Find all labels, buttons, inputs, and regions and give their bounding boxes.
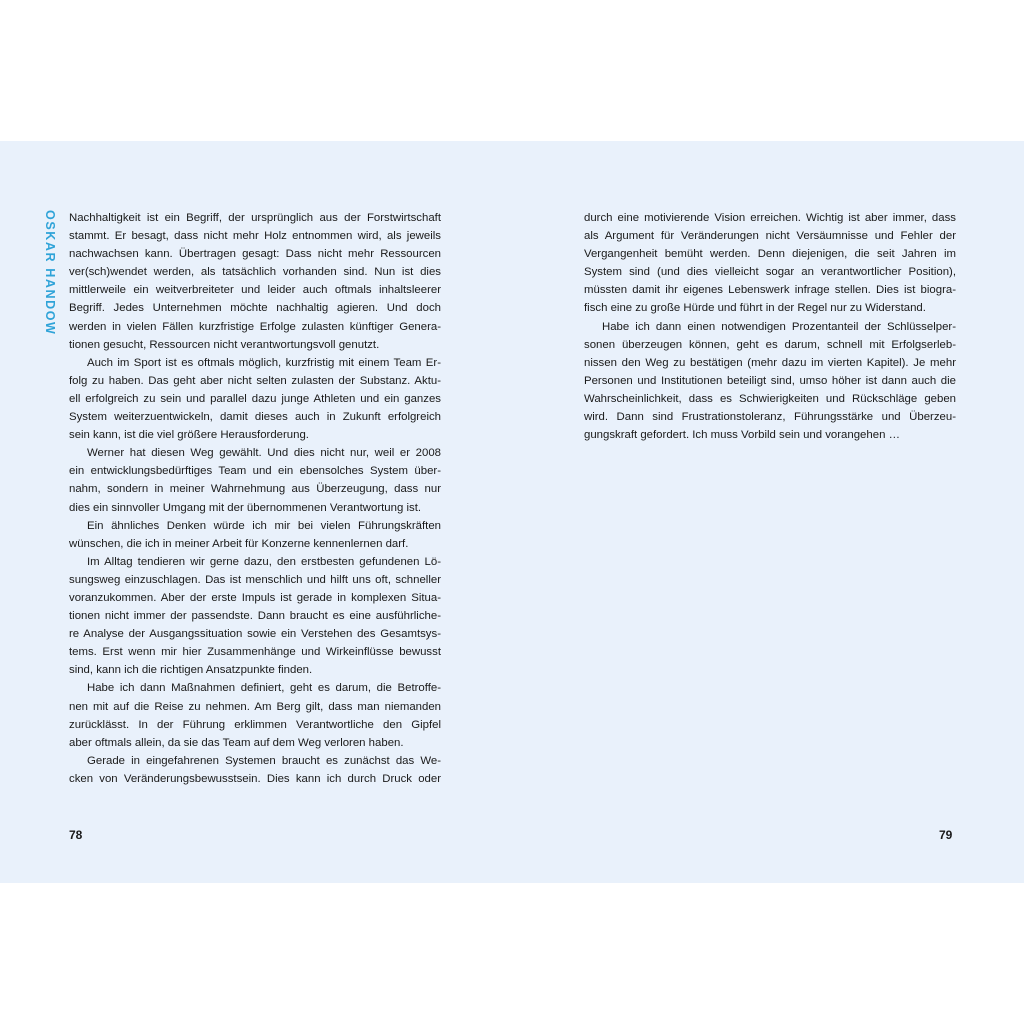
left-page-number: 78 [69,828,83,842]
text-line: durch eine motivierende Vision erreichen. Wichtig ist aber immer, dass [584,212,956,224]
text-line: fisch eine zu große Hürde und führt in der Regel nur zu Widerstand. [584,302,926,315]
text-line: Wahrscheinlichkeit, dass es Schwierigkeiten und Rückschläge geben [584,392,956,405]
text-line: sein kann, ist die viel größere Herausforderung. [69,429,309,442]
text-line: nissen den Weg zu bestätigen (mehr dazu im vierten Kapitel). Je mehr [584,356,956,369]
text-line: Gerade in eingefahrenen Systemen braucht es zunächst das We- [87,754,441,767]
running-head-author: OSKAR HANDOW [43,210,57,336]
text-line: Vergangenheit bemüht werden. Denn diejenigen, die seit Jahren im [584,248,956,261]
left-page [0,141,512,883]
text-line: wünschen, die ich in meiner Arbeit für Konzerne kennenlernen darf. [69,537,409,550]
text-line: Begriff. Jedes Unternehmen möchte nachhaltig agieren. Und doch [69,302,441,315]
text-line: tems. Erst wenn mir hier Zusammenhänge und Wirkeinflüsse bewusst [69,646,441,659]
text-line: aber oftmals allein, da sie das Team auf dem Weg verloren haben. [69,736,404,749]
text-line: voranzukommen. Aber der erste Impuls ist gerade in komplexen Situa- [69,591,441,604]
left-page-body-text [69,209,441,788]
text-line: ell erfolgreich zu sein und parallel dazu junge Athleten und ein ganzes [69,392,441,405]
text-line: cken von Veränderungsbewusstsein. Dies kann ich durch Druck oder [69,772,441,785]
text-line: müssten damit ihr eigenes Lebenswerk infrage stellen. Dies ist biogra- [584,284,956,297]
text-line: Habe ich dann einen notwendigen Prozentanteil der Schlüsselper- [602,320,956,333]
text-line: Auch im Sport ist es oftmals möglich, kurzfristig mit einem Team Er- [87,356,441,369]
text-line: System sind (und dies vielleicht sogar an verantwortlicher Position), [584,266,956,279]
text-line: Personen und Institutionen beteiligt sind, umso höher ist dann auch die [584,374,956,387]
text-line: Ein ähnliches Denken würde ich mir bei vielen Führungskräften [87,519,441,532]
text-line: stammt. Er besagt, dass nicht mehr Holz entnommen wird, als jeweils [69,230,441,243]
text-line: Werner hat diesen Weg gewählt. Und dies nicht nur, weil er 2008 [87,447,441,460]
right-page-body-text [584,209,956,444]
text-line: nachwachsen kann. Übertragen gesagt: Dass nicht mehr Ressourcen [69,248,441,261]
text-line: folg zu haben. Das geht aber nicht selten zulasten der Substanz. Aktu- [69,374,441,387]
text-line: werden in vielen Fällen kurzfristige Erfolge zulasten künftiger Genera- [69,320,441,333]
text-line: Nachhaltigkeit ist ein Begriff, der ursprünglich aus der Forstwirtschaft [69,212,441,224]
text-line: wird. Dann sind Frustrationstoleranz, Führungsstärke und Überzeu- [584,411,956,424]
text-line: sonen überzeugen können, geht es darum, schnell mit Erfolgserleb- [584,338,956,351]
text-line: mittlerweile ein weitverbreiteter und leider auch oftmals inhaltsleerer [69,284,441,297]
text-line: tionen gesucht, Ressourcen nicht verantwortungsvoll genutzt. [69,338,380,351]
text-line: gungskraft gefordert. Ich muss Vorbild sein und vorangehen … [584,429,900,442]
text-line: System weiterzuentwickeln, damit dieses auch in Zukunft erfolgreich [69,411,441,424]
running-head [43,210,59,336]
text-line: zurücklässt. In der Führung erklimmen Verantwortliche den Gipfel [69,718,441,731]
text-line: sungsweg einzuschlagen. Das ist menschlich und hilft uns oft, schneller [69,573,441,586]
text-line: nen mit auf die Reise zu nehmen. Am Berg gilt, dass man niemanden [69,700,441,713]
text-line: dies ein sinnvoller Umgang mit der übernommenen Verantwortung ist. [69,501,422,514]
text-line: re Analyse der Ausgangssituation sowie ein Verstehen des Gesamtsys- [69,628,441,641]
right-page [512,141,1024,883]
text-line: ver(sch)wendet werden, als tatsächlich vorhanden sind. Nun ist dies [69,266,441,279]
text-line: sind, kann ich die richtigen Ansatzpunkte finden. [69,664,313,677]
text-line: nahm, sondern in meiner Wahrnehmung aus Überzeugung, dass nur [69,483,441,496]
text-line: tionen nicht immer der passendste. Dann braucht es eine ausführliche- [69,610,441,623]
text-line: Habe ich dann Maßnahmen definiert, geht es darum, die Betroffe- [87,682,441,695]
text-line: Im Alltag tendieren wir gerne dazu, den erstbesten gefundenen Lö- [87,555,441,568]
book-spread [0,141,1024,883]
text-line: als Argument für Veränderungen nicht Versäumnisse und Fehler der [584,230,956,243]
text-line: ein entwicklungsbedürftiges Team und ein ebensolches System über- [69,465,441,478]
right-page-number: 79 [939,828,953,842]
